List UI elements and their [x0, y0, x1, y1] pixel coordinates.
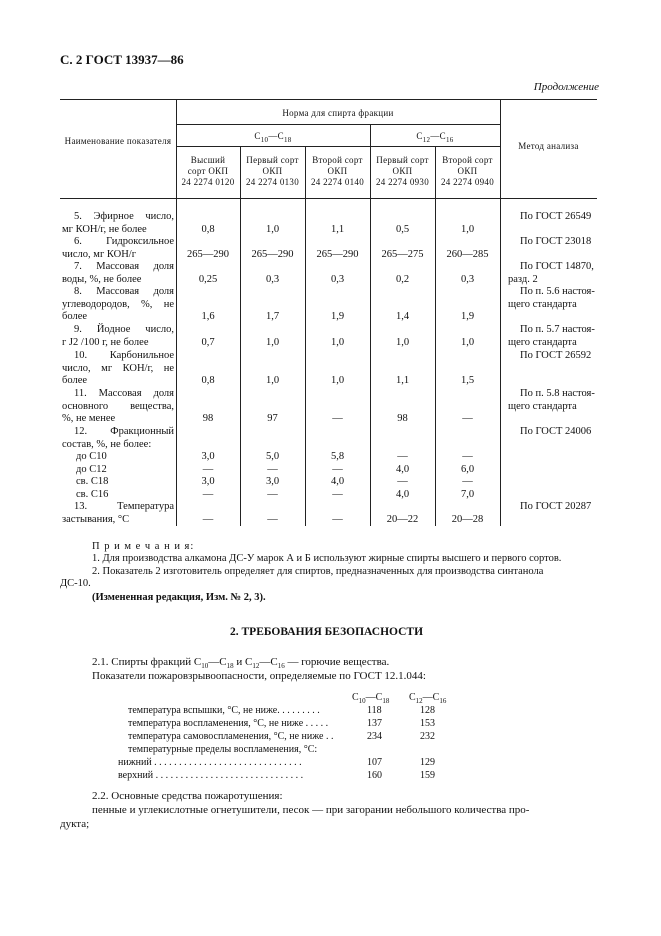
row-value: 97 [267, 413, 278, 424]
fire-row-label: температура воспламенения, °С, не ниже . . . . . [128, 718, 329, 729]
row-value: 265—290 [316, 249, 359, 260]
row-value: 4,0 [395, 489, 410, 500]
norms-table [60, 99, 597, 526]
row-name: 7. Массовая доля воды, %, не более [62, 261, 174, 285]
fire-row-value: 129 [420, 757, 435, 768]
row-value: 4,0 [330, 476, 345, 487]
row-value: — [332, 464, 343, 475]
row-value: 0,5 [395, 224, 410, 235]
subcol-header: Второй сорт ОКП 24 2274 0940 [440, 155, 495, 187]
note-2-cont: ДС-10. [60, 578, 91, 589]
row-value: 3,0 [265, 476, 280, 487]
row-value: 98 [202, 413, 214, 424]
fire-head-c10-c18: $С_{10}—С_{18}$ [352, 692, 390, 705]
row-value: 1,0 [265, 337, 280, 348]
fire-row-value: 159 [420, 770, 435, 781]
fire-row-value: 153 [420, 718, 435, 729]
row-method: По ГОСТ 14870, разд. 2 [508, 261, 594, 285]
subcol-header: Первый сорт ОКП 24 2274 0130 [245, 155, 300, 187]
row-value: — [332, 514, 343, 525]
row-value: 98 [397, 413, 408, 424]
row-method: По п. 5.6 настоя- щего стандарта [508, 286, 595, 310]
fire-row-value: 234 [367, 731, 382, 742]
row-value: — [202, 464, 214, 475]
fire-row-label: температурные пределы воспламенения, °С: [128, 744, 318, 755]
row-value: 0,25 [198, 274, 218, 285]
para-2-2: 2.2. Основные средства пожаротушения: [92, 790, 283, 802]
row-value: 1,7 [265, 311, 280, 322]
row-value: 7,0 [460, 489, 475, 500]
row-name: 11. Массовая доля основного вещества, %, не менее [62, 388, 174, 424]
row-value: 1,6 [201, 311, 215, 322]
row-value: 6,0 [460, 464, 475, 475]
row-value: — [267, 489, 278, 500]
notes-title: П р и м е ч а н и я: [92, 541, 195, 552]
para-indicators: Показатели пожаровзрывоопасности, определяемые по ГОСТ 12.1.044: [92, 670, 426, 682]
row-value: — [462, 451, 473, 462]
fire-row-value: 137 [367, 718, 382, 729]
row-method: По ГОСТ 26592 [520, 350, 592, 361]
row-name: 9. Йодное число, г J2 /100 г, не более [62, 324, 174, 348]
row-value: 3,0 [201, 476, 215, 487]
row-name: 10. Карбонильное число, мг КОН/г, не более [62, 350, 174, 386]
row-value: 0,3 [265, 274, 280, 285]
row-value: — [462, 476, 473, 487]
edition-note: (Измененная редакция, Изм. № 2, 3). [92, 592, 266, 603]
row-value: 5,8 [330, 451, 345, 462]
row-value: 1,1 [330, 224, 345, 235]
fire-row-label: нижний . . . . . . . . . . . . . . . . . . . . . . . . . . . . . . [118, 757, 302, 768]
row-name: 6. Гидроксильное число, мг КОН/г [62, 236, 174, 260]
subcol-header: Высший сорт ОКП 24 2274 0120 [181, 155, 235, 187]
row-method: По п. 5.7 настоя- щего стандарта [508, 324, 595, 348]
row-value: — [267, 514, 278, 525]
fire-head-c12-c16: $С_{12}—С_{16}$ [409, 692, 447, 705]
continuation-label: Продолжение [533, 81, 599, 93]
subcol-header: Второй сорт ОКП 24 2274 0140 [310, 155, 365, 187]
row-value: 1,0 [265, 224, 280, 235]
row-value: — [397, 476, 408, 487]
row-value: 1,9 [330, 311, 345, 322]
row-name: до С10 [76, 451, 107, 462]
row-value: 265—290 [251, 249, 294, 260]
fire-row-label: температура самовоспламенения, °С, не ниже . . [128, 731, 334, 742]
page-header: С. 2 ГОСТ 13937—86 [60, 52, 184, 67]
row-value: 0,3 [460, 274, 475, 285]
row-name: 8. Массовая доля углеводородов, %, не более [62, 286, 174, 322]
row-value: 1,0 [395, 337, 410, 348]
row-method: По ГОСТ 24006 [520, 426, 592, 437]
row-value: — [202, 514, 214, 525]
para-extinguish: пенные и углекислотные огнетушители, песок — при загорании небольшого количества про- [92, 804, 530, 816]
row-value: 0,7 [201, 337, 215, 348]
row-value: 3,0 [201, 451, 215, 462]
row-value: 1,0 [460, 224, 475, 235]
row-value: — [267, 464, 278, 475]
fire-row-label: температура вспышки, °С, не ниже. . . . . . . . . [128, 705, 320, 716]
note-1: 1. Для производства алкамона ДС-У марок А и Б используют жирные спирты высшего и первого сортов. [92, 553, 562, 564]
row-value: 1,5 [460, 375, 475, 386]
row-name: 13. Температура застывания, °С [62, 501, 174, 525]
section-title: 2. ТРЕБОВАНИЯ БЕЗОПАСНОСТИ [230, 626, 424, 638]
row-value: 1,0 [330, 337, 345, 348]
fire-row-value: 128 [420, 705, 435, 716]
row-name: 5. Эфирное число, мг КОН/г, не более [62, 211, 174, 235]
row-value: 4,0 [395, 464, 410, 475]
row-value: — [462, 413, 473, 424]
row-value: 0,2 [395, 274, 410, 285]
col-header-name: Наименование показателя [64, 136, 172, 146]
row-value: 20—28 [451, 514, 484, 525]
row-value: 1,9 [460, 311, 475, 322]
row-value: — [332, 489, 343, 500]
row-method: По ГОСТ 26549 [520, 211, 592, 222]
row-value: 0,8 [201, 375, 215, 386]
fire-row-label: верхний . . . . . . . . . . . . . . . . . . . . . . . . . . . . . . [118, 770, 304, 781]
row-value: — [202, 489, 214, 500]
group-header-c12-c16: $С_{12}—С_{16}$ [416, 131, 454, 144]
row-value: 265—290 [187, 249, 229, 260]
row-value: — [397, 451, 408, 462]
fire-row-value: 107 [367, 757, 382, 768]
note-2: 2. Показатель 2 изготовитель определяет для спиртов, предназначенных для производства синтанола [92, 566, 544, 577]
group-header-c10-c18: $С_{10}—С_{18}$ [254, 131, 292, 144]
row-value: 1,0 [265, 375, 280, 386]
row-name: до С12 [76, 464, 107, 475]
fire-row-value: 160 [367, 770, 382, 781]
row-value: 1,0 [330, 375, 345, 386]
row-value: 260—285 [446, 249, 489, 260]
row-value: 1,1 [395, 375, 410, 386]
row-name: св. С16 [76, 489, 109, 500]
row-method: По ГОСТ 23018 [520, 236, 592, 247]
row-value: 0,3 [330, 274, 345, 285]
row-value: 5,0 [265, 451, 280, 462]
row-value: 20—22 [386, 514, 419, 525]
fire-row-value: 118 [367, 705, 382, 716]
row-value: 1,4 [395, 311, 410, 322]
fire-row-value: 232 [420, 731, 435, 742]
row-value: 265—275 [381, 249, 424, 260]
col-header-norm: Норма для спирта фракции [282, 108, 394, 118]
row-value: 0,8 [201, 224, 215, 235]
col-header-method: Метод анализа [518, 141, 579, 151]
row-name: 12. Фракционный состав, %, не более: [62, 426, 174, 450]
subcol-header: Первый сорт ОКП 24 2274 0930 [375, 155, 430, 187]
para-extinguish-cont: дукта; [60, 818, 90, 830]
para-2-1: 2.1. Спирты фракций $С_{10}—С_{18}$ и $С_{12}—С_{16}$ — горючие вещества. [92, 656, 390, 671]
row-value: 1,0 [460, 337, 475, 348]
row-method: По п. 5.8 настоя- щего стандарта [508, 388, 595, 412]
row-value: — [332, 413, 343, 424]
row-method: По ГОСТ 20287 [520, 501, 592, 512]
row-name: св. С18 [76, 476, 109, 487]
